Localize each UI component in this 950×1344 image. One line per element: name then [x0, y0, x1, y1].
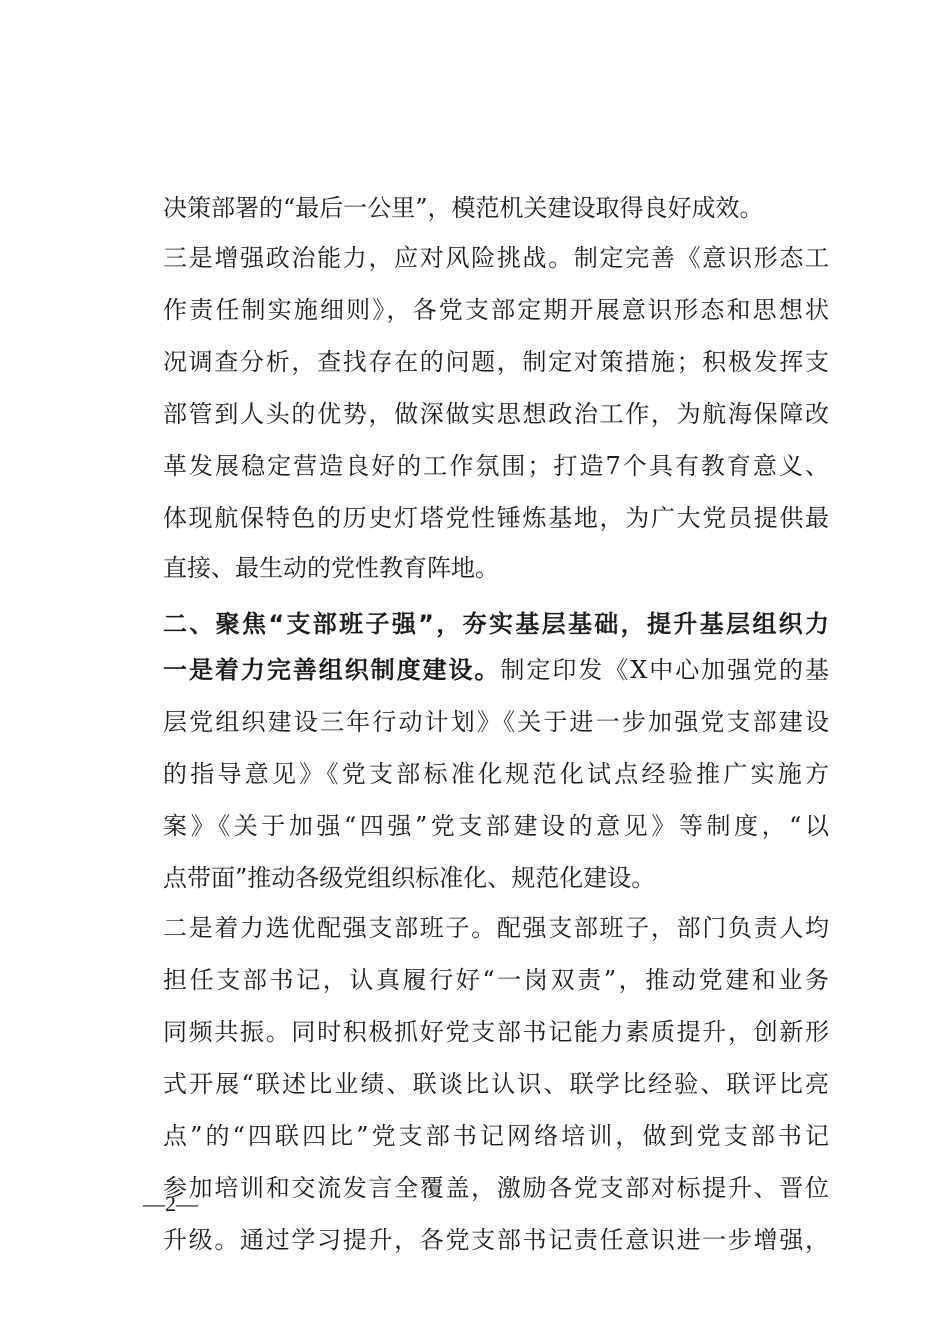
text-line: 的指导意见》《党支部标准化规范化试点经验推广实施方 — [163, 760, 829, 788]
text-line: 案》《关于加强“四强”党支部建设的意见》等制度，“以 — [163, 812, 829, 840]
text-line: 三是增强政治能力，应对风险挑战。制定完善《意识形态工 — [163, 244, 829, 272]
text-line: 担任支部书记，认真履行好“一岗双责”，推动党建和业务 — [163, 966, 829, 994]
text-line: 直接、最生动的党性教育阵地。 — [163, 554, 499, 582]
text-line — [163, 650, 829, 690]
text-line: 式开展“联述比业绩、联谈比认识、联学比经验、联评比亮 — [163, 1070, 829, 1098]
text-line: 层党组织建设三年行动计划》《关于进一步加强党支部建设 — [163, 708, 829, 736]
text-line: 二是着力选优配强支部班子。配强支部班子，部门负责人均 — [163, 914, 829, 942]
text-line: 升级。通过学习提升，各党支部书记责任意识进一步增强， — [163, 1226, 829, 1254]
paragraph-lead: 一是着力完善组织制度建设。 — [163, 656, 501, 684]
text-line: 部管到人头的优势，做深做实思想政治工作，为航海保障改 — [163, 400, 829, 428]
page-number: —2— — [143, 1191, 198, 1216]
text-line: 点”的“四联四比”党支部书记网络培训，做到党支部书记 — [163, 1122, 829, 1150]
text-line: 同频共振。同时积极抓好党支部书记能力素质提升，创新形 — [163, 1018, 829, 1046]
text-line: 点带面”推动各级党组织标准化、规范化建设。 — [163, 864, 656, 892]
text-line: 革发展稳定营造良好的工作氛围；打造7个具有教育意义、 — [163, 452, 829, 480]
paragraph-text: 制定印发《X中心加强党的基 — [500, 656, 829, 684]
text-line: 体现航保特色的历史灯塔党性锤炼基地，为广大党员提供最 — [163, 504, 829, 532]
text-line: 况调查分析，查找存在的问题，制定对策措施；积极发挥支 — [163, 348, 829, 376]
section-heading: 二、聚焦“支部班子强”，夯实基层基础，提升基层组织力 — [163, 610, 829, 638]
text-line: 作责任制实施细则》，各党支部定期开展意识形态和思想状 — [163, 296, 829, 324]
text-line: 参加培训和交流发言全覆盖，激励各党支部对标提升、晋位 — [163, 1174, 829, 1202]
text-line: 决策部署的“最后一公里”，模范机关建设取得良好成效。 — [163, 194, 764, 222]
